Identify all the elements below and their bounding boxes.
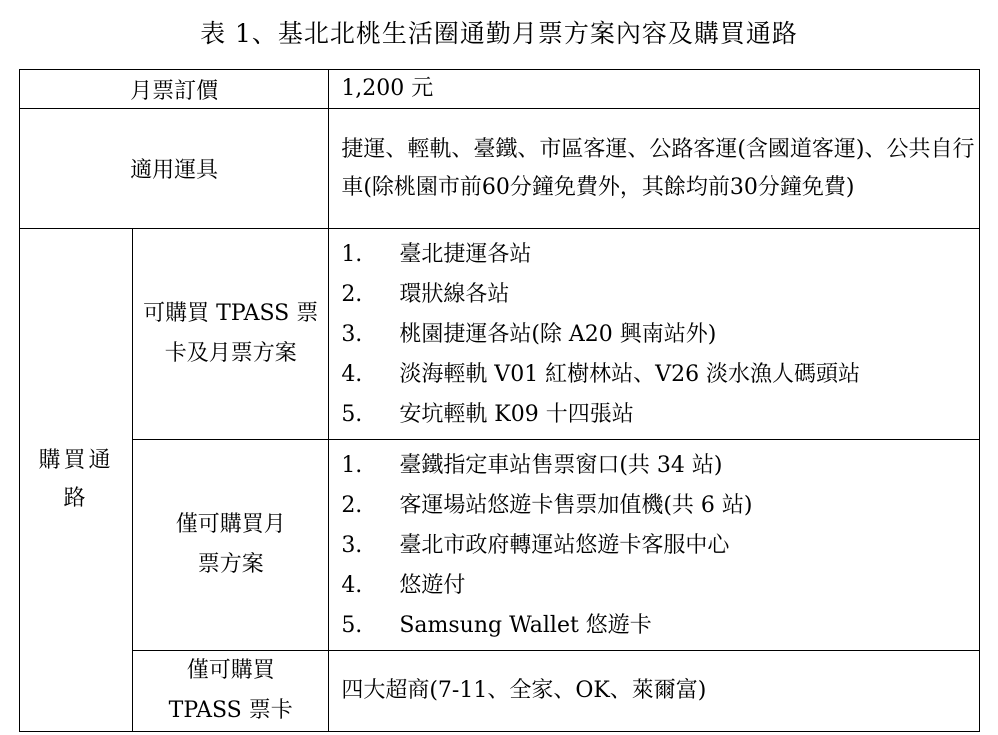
- list-item: 1. 臺鐵指定車站售票窗口(共 34 站): [341, 453, 723, 478]
- list-item: 5. Samsung Wallet 悠遊卡: [341, 613, 652, 638]
- list-item: 2. 環狀線各站: [341, 282, 510, 307]
- purchase-group-tpass-only: [20, 651, 980, 732]
- commuter-pass-table: [19, 69, 980, 732]
- group-label-pass-only: 僅可購買月票方案: [133, 440, 329, 651]
- price-row: [20, 70, 980, 109]
- purchase-group-pass-only: [20, 440, 980, 651]
- list-item: 2. 客運場站悠遊卡售票加值機(共 6 站): [341, 493, 753, 518]
- list-item: 4. 悠遊付: [341, 573, 466, 598]
- group-label-tpass-and-pass: 可購買 TPASS 票卡及月票方案: [133, 229, 329, 440]
- list-item: 1. 臺北捷運各站: [341, 242, 532, 267]
- vehicles-row: [20, 109, 980, 229]
- list-item: 3. 桃園捷運各站(除 A20 興南站外): [341, 322, 717, 347]
- list-item: 5. 安坑輕軌 K09 十四張站: [341, 402, 634, 427]
- vehicles-value: 捷運、輕軌、臺鐵、市區客運、公路客運(含國道客運)、公共自行車(除桃園市前60分鐘免費外，其餘均前30分鐘免費): [329, 109, 980, 229]
- page-title: 表 1、基北北桃生活圈通勤月票方案內容及購買通路: [200, 19, 798, 48]
- group-value-tpass-only: 四大超商(7-11、全家、OK、萊爾富): [329, 651, 980, 732]
- vehicles-label: 適用運具: [20, 109, 329, 229]
- group-list-pass-only: [329, 440, 980, 651]
- list-item: 3. 臺北市政府轉運站悠遊卡客服中心: [341, 533, 730, 558]
- group-label-tpass-only: 僅可購買 TPASS 票卡: [133, 651, 329, 732]
- price-label: 月票訂價: [20, 70, 329, 109]
- price-value: 1,200 元: [329, 70, 980, 109]
- group-list-tpass-and-pass: [329, 229, 980, 440]
- purchase-group-tpass-and-pass: [20, 229, 980, 440]
- purchase-channel-label: 購買通路: [20, 229, 133, 732]
- list-item: 4. 淡海輕軌 V01 紅樹林站、V26 淡水漁人碼頭站: [341, 362, 861, 387]
